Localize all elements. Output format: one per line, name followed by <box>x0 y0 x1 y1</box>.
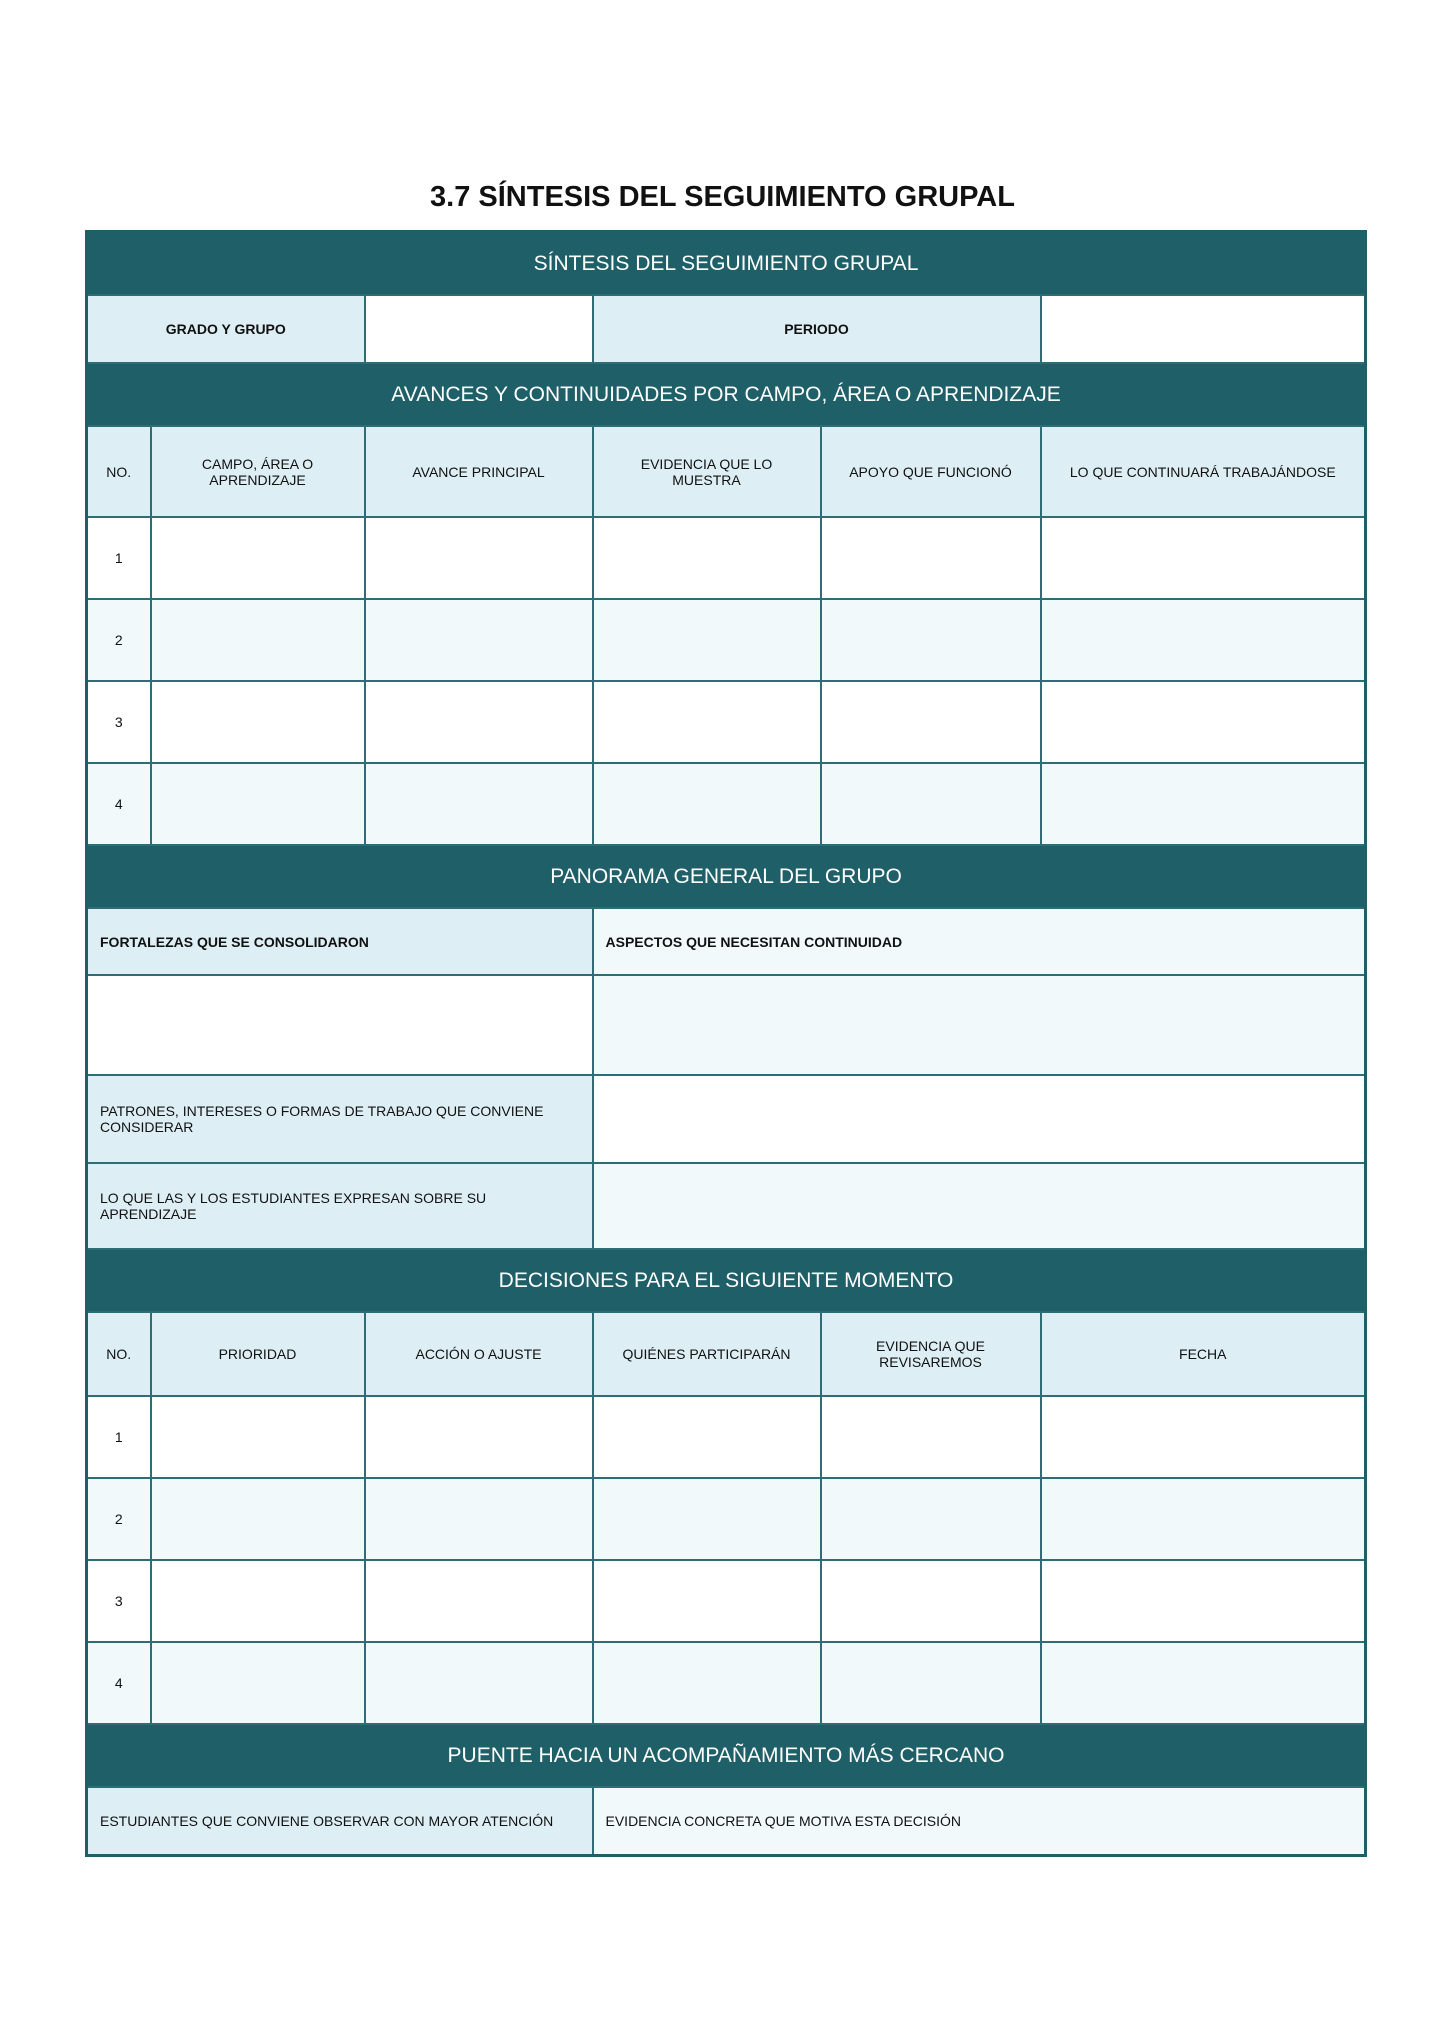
table-cell[interactable] <box>593 681 821 763</box>
students-voice-field[interactable] <box>593 1163 1366 1249</box>
row-number: 2 <box>87 599 151 681</box>
patterns-label: PATRONES, INTERESES O FORMAS DE TRABAJO QUE CONVIENE CONSIDERAR <box>87 1075 593 1163</box>
table-cell[interactable] <box>151 681 365 763</box>
row-number: 1 <box>87 517 151 599</box>
patterns-row <box>87 1075 1366 1163</box>
table-row <box>87 517 1366 599</box>
table-cell[interactable] <box>821 1478 1041 1560</box>
students-to-observe-label: ESTUDIANTES QUE CONVIENE OBSERVAR CON MAYOR ATENCIÓN <box>87 1787 593 1856</box>
column-header: ACCIÓN O AJUSTE <box>365 1312 593 1396</box>
table-cell[interactable] <box>821 1396 1041 1478</box>
strengths-field[interactable] <box>87 975 593 1075</box>
table-cell[interactable] <box>151 1560 365 1642</box>
column-header: FECHA <box>1041 1312 1366 1396</box>
section-header-decisions <box>87 1249 1366 1312</box>
table-cell[interactable] <box>821 517 1041 599</box>
row-number: 4 <box>87 1642 151 1724</box>
table-cell[interactable] <box>365 1560 593 1642</box>
table-cell[interactable] <box>151 1396 365 1478</box>
students-voice-row <box>87 1163 1366 1249</box>
table-cell[interactable] <box>593 599 821 681</box>
table-cell[interactable] <box>1041 681 1366 763</box>
table-cell[interactable] <box>593 1396 821 1478</box>
table-cell[interactable] <box>821 681 1041 763</box>
period-label: PERIODO <box>593 295 1041 363</box>
section-title: SÍNTESIS DEL SEGUIMIENTO GRUPAL <box>87 232 1366 296</box>
continuity-label: ASPECTOS QUE NECESITAN CONTINUIDAD <box>593 908 1366 975</box>
table-cell[interactable] <box>821 1642 1041 1724</box>
table-cell[interactable] <box>365 599 593 681</box>
section-title: PUENTE HACIA UN ACOMPAÑAMIENTO MÁS CERCANO <box>87 1724 1366 1787</box>
table-cell[interactable] <box>365 1478 593 1560</box>
column-header: NO. <box>87 426 151 517</box>
table-cell[interactable] <box>593 1478 821 1560</box>
bridge-row <box>87 1787 1366 1856</box>
table-cell[interactable] <box>151 599 365 681</box>
strengths-label: FORTALEZAS QUE SE CONSOLIDARON <box>87 908 593 975</box>
table-cell[interactable] <box>821 763 1041 845</box>
column-header: AVANCE PRINCIPAL <box>365 426 593 517</box>
section-title: DECISIONES PARA EL SIGUIENTE MOMENTO <box>87 1249 1366 1312</box>
column-header: QUIÉNES PARTICIPARÁN <box>593 1312 821 1396</box>
evidence-label: EVIDENCIA CONCRETA QUE MOTIVA ESTA DECISIÓN <box>593 1787 1366 1856</box>
column-header: PRIORIDAD <box>151 1312 365 1396</box>
advances-column-headers <box>87 426 1366 517</box>
page-title: 3.7 SÍNTESIS DEL SEGUIMIENTO GRUPAL <box>430 181 1015 213</box>
continuity-field[interactable] <box>593 975 1366 1075</box>
students-voice-label: LO QUE LAS Y LOS ESTUDIANTES EXPRESAN SOBRE SU APRENDIZAJE <box>87 1163 593 1249</box>
table-row <box>87 1560 1366 1642</box>
table-cell[interactable] <box>365 681 593 763</box>
overview-labels-row <box>87 908 1366 975</box>
table-cell[interactable] <box>593 517 821 599</box>
grade-group-field[interactable] <box>365 295 593 363</box>
column-header: APOYO QUE FUNCIONÓ <box>821 426 1041 517</box>
grade-group-label: GRADO Y GRUPO <box>87 295 365 363</box>
group-follow-up-form <box>85 230 1367 1857</box>
section-title: AVANCES Y CONTINUIDADES POR CAMPO, ÁREA O APRENDIZAJE <box>87 363 1366 426</box>
table-cell[interactable] <box>1041 763 1366 845</box>
overview-fields-row <box>87 975 1366 1075</box>
row-number: 3 <box>87 1560 151 1642</box>
column-header: EVIDENCIA QUE LO MUESTRA <box>593 426 821 517</box>
period-field[interactable] <box>1041 295 1366 363</box>
row-number: 2 <box>87 1478 151 1560</box>
table-cell[interactable] <box>151 763 365 845</box>
table-row <box>87 1396 1366 1478</box>
table-cell[interactable] <box>151 1478 365 1560</box>
row-number: 3 <box>87 681 151 763</box>
table-row <box>87 681 1366 763</box>
table-row <box>87 1478 1366 1560</box>
section-header-bridge <box>87 1724 1366 1787</box>
table-cell[interactable] <box>1041 517 1366 599</box>
section-header-overview <box>87 845 1366 908</box>
table-cell[interactable] <box>151 517 365 599</box>
table-cell[interactable] <box>151 1642 365 1724</box>
table-cell[interactable] <box>365 763 593 845</box>
table-cell[interactable] <box>1041 1642 1366 1724</box>
column-header: LO QUE CONTINUARÁ TRABAJÁNDOSE <box>1041 426 1366 517</box>
table-row <box>87 763 1366 845</box>
table-cell[interactable] <box>821 599 1041 681</box>
patterns-field[interactable] <box>593 1075 1366 1163</box>
row-number: 4 <box>87 763 151 845</box>
table-cell[interactable] <box>593 763 821 845</box>
table-cell[interactable] <box>593 1642 821 1724</box>
table-cell[interactable] <box>365 1396 593 1478</box>
table-cell[interactable] <box>1041 599 1366 681</box>
table-cell[interactable] <box>821 1560 1041 1642</box>
section-title: PANORAMA GENERAL DEL GRUPO <box>87 845 1366 908</box>
column-header: EVIDENCIA QUE REVISAREMOS <box>821 1312 1041 1396</box>
table-cell[interactable] <box>593 1560 821 1642</box>
table-row <box>87 599 1366 681</box>
column-header: CAMPO, ÁREA O APRENDIZAJE <box>151 426 365 517</box>
table-cell[interactable] <box>1041 1396 1366 1478</box>
table-row <box>87 1642 1366 1724</box>
section-header-summary <box>87 232 1366 296</box>
table-cell[interactable] <box>365 1642 593 1724</box>
decisions-column-headers <box>87 1312 1366 1396</box>
section-header-advances <box>87 363 1366 426</box>
grade-period-row <box>87 295 1366 363</box>
table-cell[interactable] <box>1041 1478 1366 1560</box>
table-cell[interactable] <box>365 517 593 599</box>
row-number: 1 <box>87 1396 151 1478</box>
column-header: NO. <box>87 1312 151 1396</box>
table-cell[interactable] <box>1041 1560 1366 1642</box>
